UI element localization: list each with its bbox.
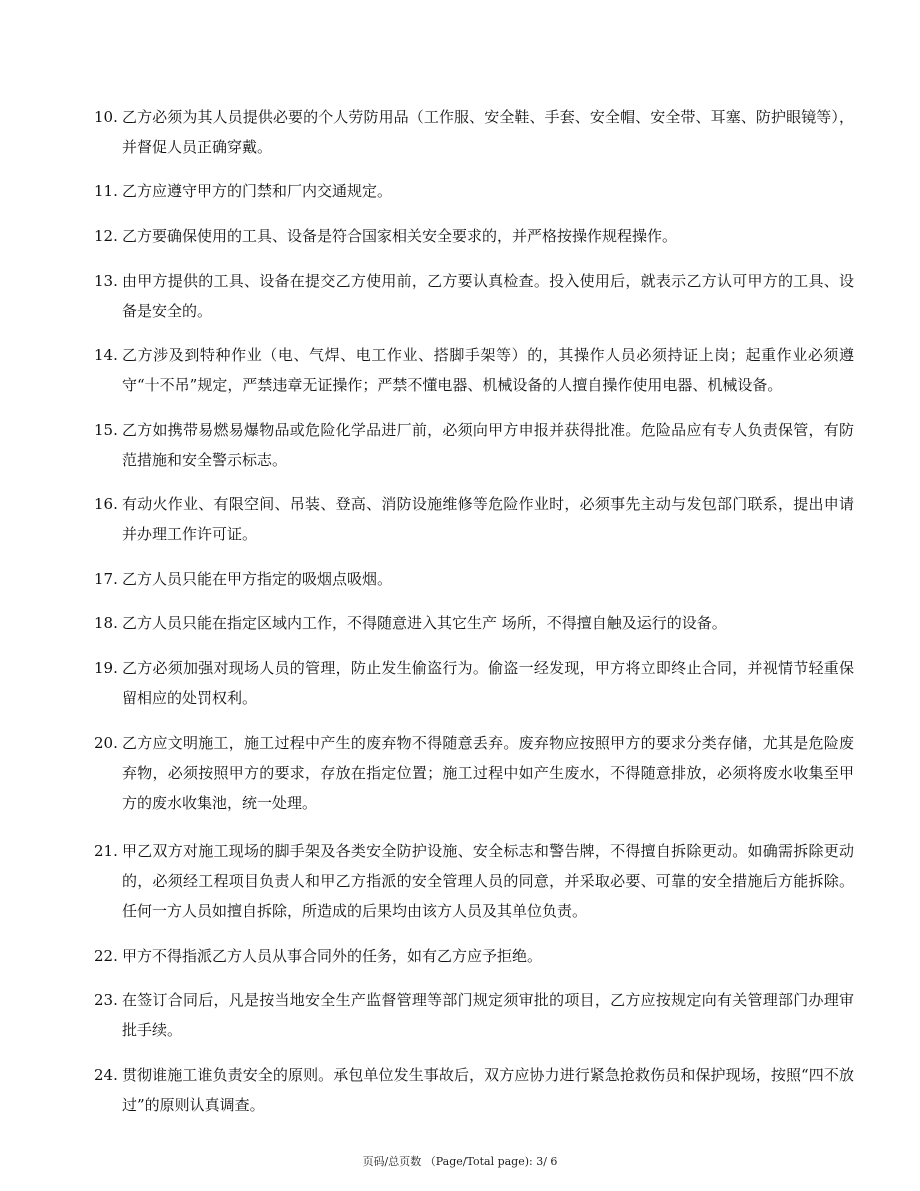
clause-number: 13.	[94, 272, 118, 290]
clause-text: 乙方如携带易燃易爆物品或危险化学品进厂前，必须向甲方申报并获得批准。危险品应有专人负责保管，有防范措施和安全警示标志。	[122, 421, 854, 469]
clause-17	[94, 564, 854, 594]
clause-number: 17.	[94, 570, 118, 588]
clause-number: 23.	[94, 991, 118, 1009]
clause-number: 15.	[94, 421, 118, 439]
clause-text: 乙方必须加强对现场人员的管理，防止发生偷盗行为。偷盗一经发现，甲方将立即终止合同，并视情节轻重保留相应的处罚权利。	[122, 659, 854, 707]
clause-16	[94, 489, 854, 549]
clause-number: 11.	[94, 182, 118, 200]
clause-15	[94, 415, 854, 475]
clause-23	[94, 985, 854, 1045]
clause-20	[94, 728, 854, 818]
clause-number: 12.	[94, 227, 118, 245]
clause-19	[94, 653, 854, 713]
clause-text: 甲方不得指派乙方人员从事合同外的任务，如有乙方应予拒绝。	[122, 947, 543, 965]
clause-number: 20.	[94, 734, 118, 752]
clause-text: 乙方应遵守甲方的门禁和厂内交通规定。	[122, 182, 393, 200]
clause-12	[94, 221, 854, 251]
clause-13	[94, 266, 854, 326]
clause-text: 乙方要确保使用的工具、设备是符合国家相关安全要求的，并严格按操作规程操作。	[122, 227, 678, 245]
clause-text: 由甲方提供的工具、设备在提交乙方使用前，乙方要认真检查。投入使用后，就表示乙方认可甲方的工具、设备是安全的。	[122, 272, 854, 320]
clause-number: 24.	[94, 1066, 118, 1084]
clause-number: 19.	[94, 659, 118, 677]
clause-22	[94, 941, 854, 971]
page-footer: 页码/总页数 （Page/Total page): 3/ 6	[362, 1155, 558, 1168]
clause-text: 甲乙双方对施工现场的脚手架及各类安全防护设施、安全标志和警告牌，不得擅自拆除更动。如确需拆除更动的，必须经工程项目负责人和甲乙方指派的安全管理人员的同意，并采取必要、可靠的安全措施后方能拆除。任何一方人员如擅自拆除，所造成的后果均由该方人员及其单位负责。	[122, 842, 854, 920]
clause-text: 有动火作业、有限空间、吊装、登高、消防设施维修等危险作业时，必须事先主动与发包部门联系，提出申请并办理工作许可证。	[122, 495, 854, 543]
clause-number: 18.	[94, 614, 118, 632]
clause-10	[94, 102, 854, 162]
clause-number: 22.	[94, 947, 118, 965]
clause-text: 在签订合同后，凡是按当地安全生产监督管理等部门规定须审批的项目，乙方应按规定向有关管理部门办理审批手续。	[122, 991, 854, 1039]
clause-11	[94, 176, 854, 206]
clause-24	[94, 1060, 854, 1120]
clause-18	[94, 608, 854, 638]
clause-text: 乙方涉及到特种作业（电、气焊、电工作业、搭脚手架等）的，其操作人员必须持证上岗；起重作业必须遵守“十不吊”规定，严禁违章无证操作；严禁不懂电器、机械设备的人擅自操作使用电器、机械设备。	[122, 346, 854, 394]
clause-text: 乙方人员只能在指定区域内工作，不得随意进入其它生产 场所，不得擅自触及运行的设备。	[122, 614, 727, 632]
clause-text: 乙方应文明施工，施工过程中产生的废弃物不得随意丢弃。废弃物应按照甲方的要求分类存储，尤其是危险废弃物，必须按照甲方的要求，存放在指定位置；施工过程中如产生废水，不得随意排放，必须将废水收集至甲方的废水收集池，统一处理。	[122, 734, 854, 812]
clause-14	[94, 340, 854, 400]
clause-number: 21.	[94, 842, 118, 860]
clause-number: 10.	[94, 108, 118, 126]
clause-number: 14.	[94, 346, 118, 364]
clause-number: 16.	[94, 495, 118, 513]
clause-text: 乙方人员只能在甲方指定的吸烟点吸烟。	[122, 570, 393, 588]
clause-21	[94, 836, 854, 926]
clause-text: 贯彻谁施工谁负责安全的原则。承包单位发生事故后，双方应协力进行紧急抢救伤员和保护现场，按照“四不放过”的原则认真调查。	[122, 1066, 854, 1114]
clause-text: 乙方必须为其人员提供必要的个人劳防用品（工作服、安全鞋、手套、安全帽、安全带、耳塞、防护眼镜等），并督促人员正确穿戴。	[122, 108, 854, 156]
